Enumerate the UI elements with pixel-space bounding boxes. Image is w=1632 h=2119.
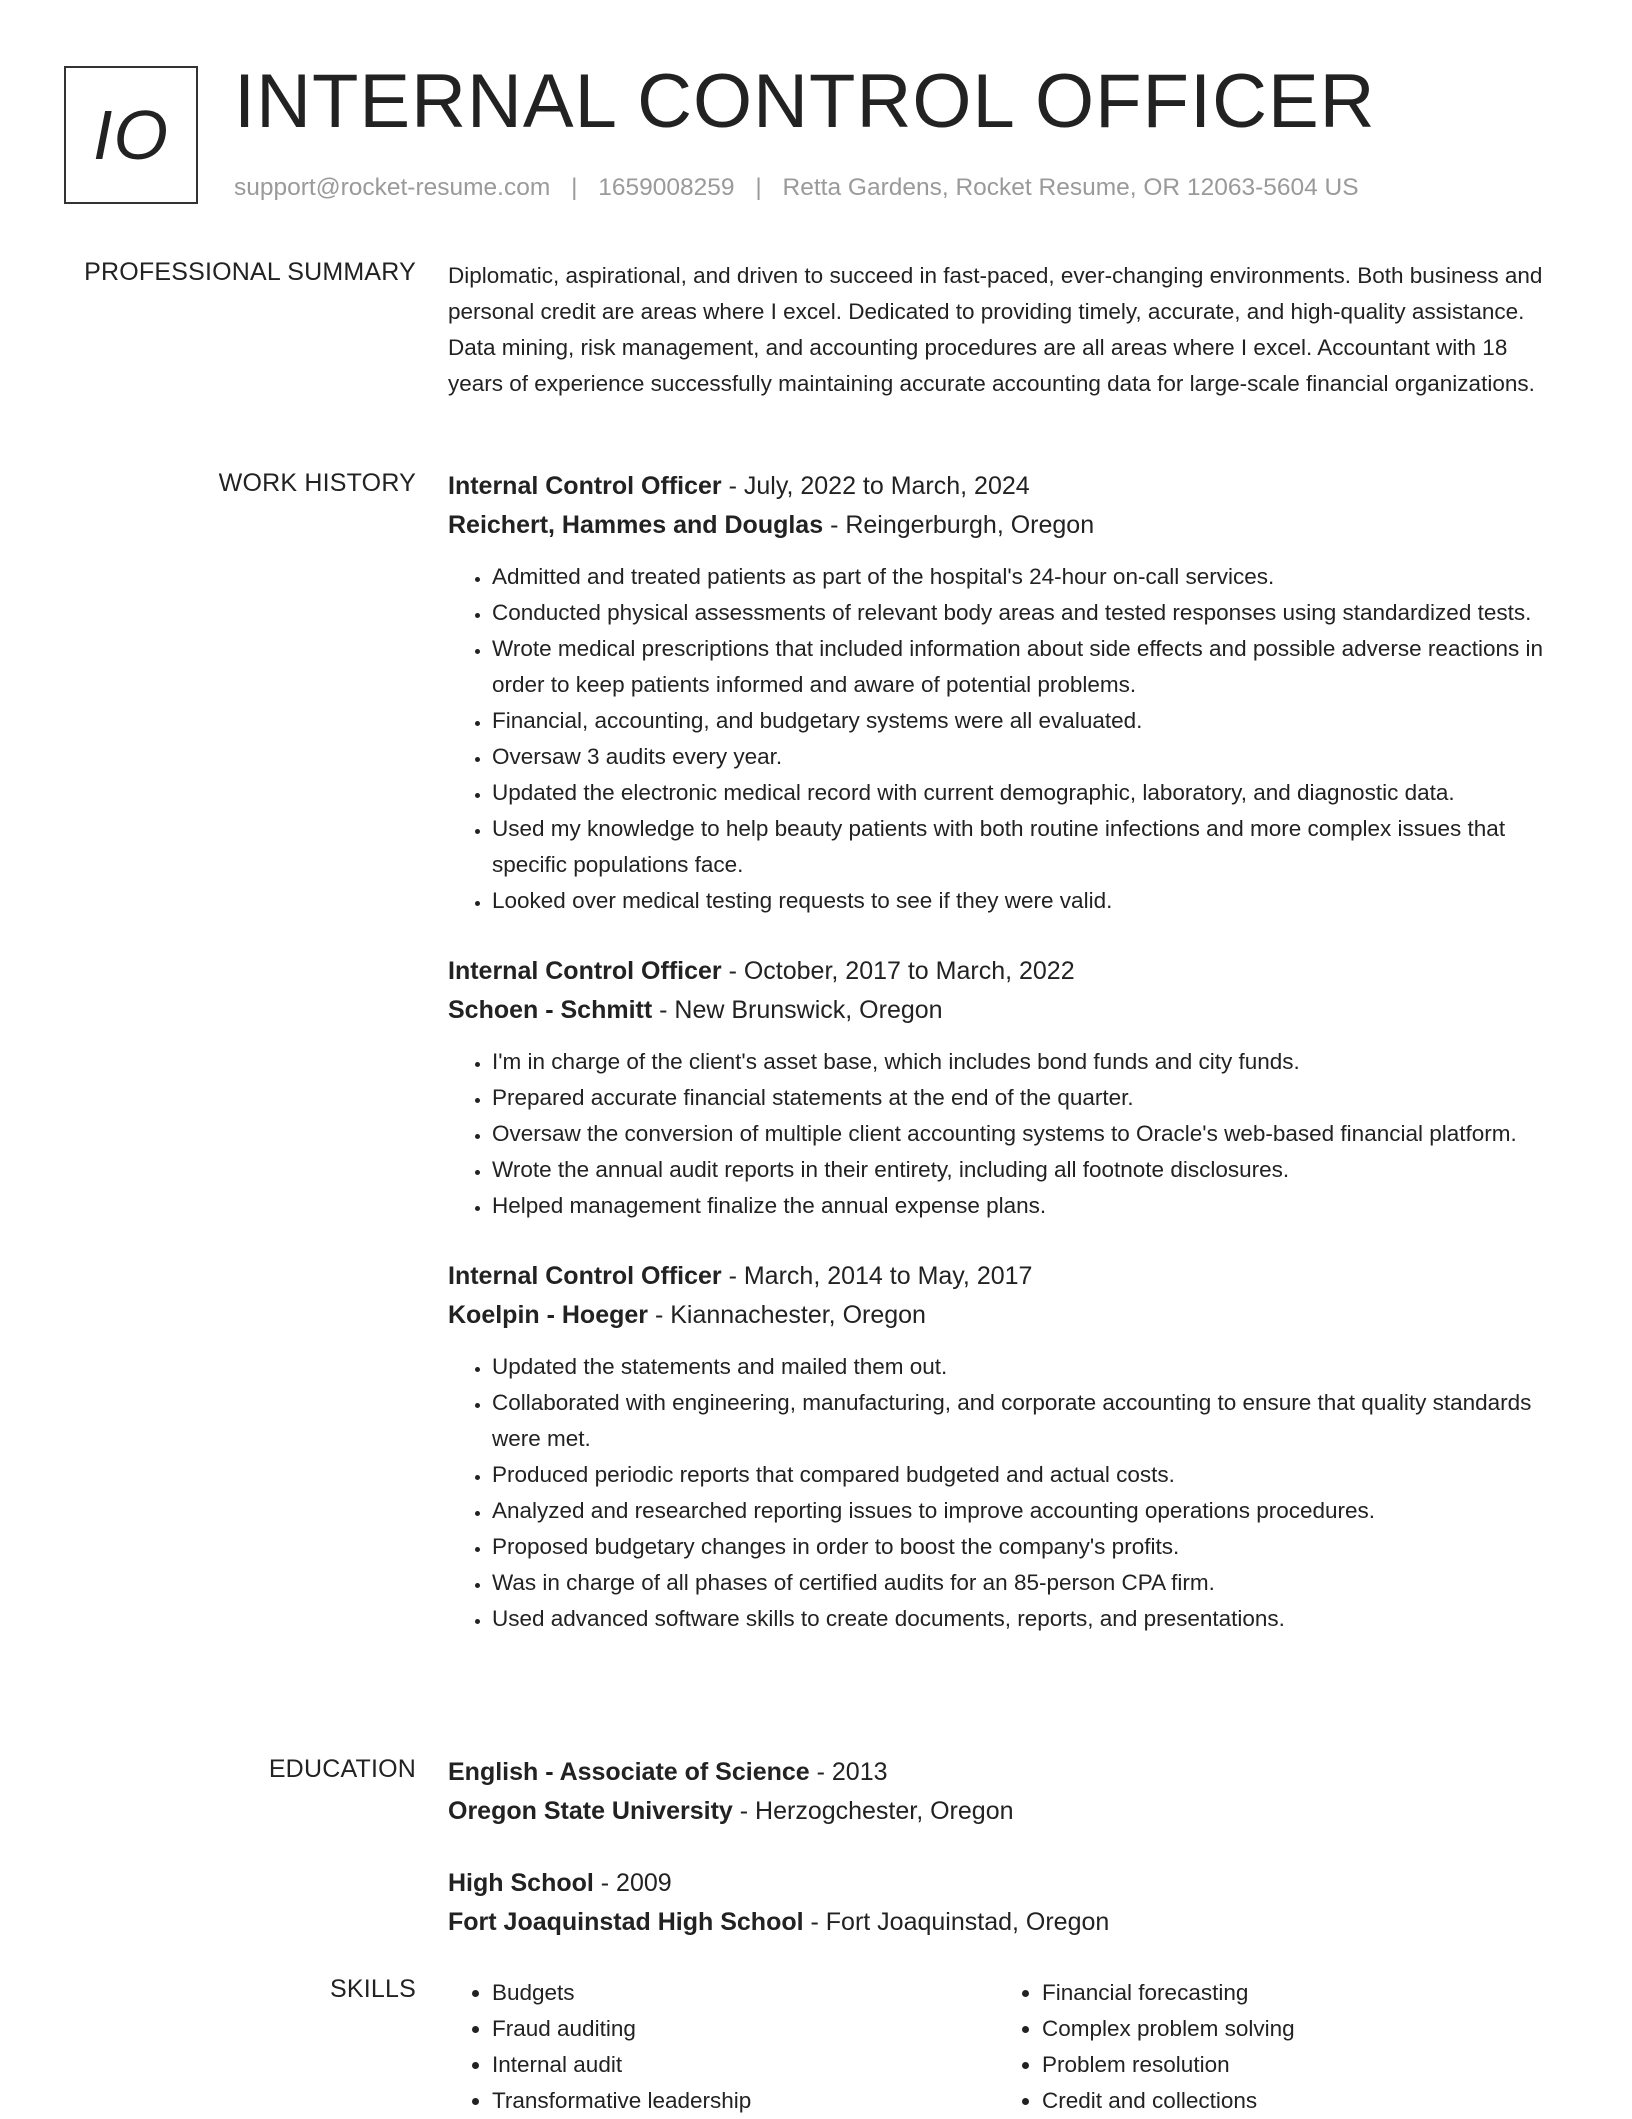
summary-text: Diplomatic, aspirational, and driven to succeed in fast-paced, ever-changing environments. Both business and personal credit are areas where I excel. Dedicated to providing timely, accurate, and high-quality assistance. Data mining, risk management, and accounting procedures are all areas where I excel. Accountant with 18 years of experience successfully maintaining accurate accounting data for large-scale financial organizations.	[448, 263, 1543, 396]
job-dates: - July, 2022 to March, 2024	[721, 472, 1030, 500]
job-duties	[448, 1349, 1563, 1637]
skill-item: • Fraud auditing	[492, 2011, 998, 2047]
education-school: Fort Joaquinstad High School	[448, 1908, 804, 1936]
education-location: - Fort Joaquinstad, Oregon	[803, 1908, 1110, 1936]
contact-phone[interactable]: 1659008259	[598, 174, 735, 201]
job-company-line	[448, 506, 1563, 545]
education-school: Oregon State University	[448, 1797, 733, 1825]
job-duty: • I'm in charge of the client's asset base, which includes bond funds and city funds.	[492, 1044, 1563, 1080]
job-location: - Reingerburgh, Oregon	[823, 511, 1095, 539]
job-duty: • Used my knowledge to help beauty patients with both routine infections and more complex issues that specific populations face.	[492, 811, 1563, 883]
job-location: - New Brunswick, Oregon	[652, 996, 943, 1024]
contact-separator: |	[571, 174, 578, 201]
job-entry	[448, 952, 1563, 1224]
education-degree: English - Associate of Science	[448, 1758, 810, 1786]
job-duty: • Wrote medical prescriptions that included information about side effects and possible adverse reactions in order to keep patients informed and aware of potential problems.	[492, 631, 1563, 703]
education-location: - Herzogchester, Oregon	[732, 1797, 1014, 1825]
job-dates: - March, 2014 to May, 2017	[721, 1262, 1033, 1290]
job-company-line	[448, 1296, 1563, 1335]
contact-line	[234, 174, 1359, 202]
skill-item: • Problem resolution	[1042, 2047, 1548, 2083]
job-company: Schoen - Schmitt	[448, 996, 653, 1024]
education-entry	[448, 1753, 1563, 1831]
job-duty: • Oversaw the conversion of multiple client accounting systems to Oracle's web-based financial platform.	[492, 1116, 1563, 1152]
education-year: - 2009	[593, 1869, 672, 1897]
job-title: Internal Control Officer	[448, 472, 722, 500]
skill-item: • Credit and collections	[1042, 2083, 1548, 2119]
job-duty: • Helped management finalize the annual expense plans.	[492, 1188, 1563, 1224]
job-duty: • Proposed budgetary changes in order to boost the company's profits.	[492, 1529, 1563, 1565]
skill-item: • Transformative leadership	[492, 2083, 998, 2119]
job-duty: • Financial, accounting, and budgetary systems were all evaluated.	[492, 703, 1563, 739]
contact-email[interactable]: support@rocket-resume.com	[234, 174, 551, 201]
skill-item: • Internal audit	[492, 2047, 998, 2083]
job-duty: • Was in charge of all phases of certified audits for an 85-person CPA firm.	[492, 1565, 1563, 1601]
job-duty: • Looked over medical testing requests to see if they were valid.	[492, 883, 1563, 919]
job-duty: • Updated the electronic medical record with current demographic, laboratory, and diagnostic data.	[492, 775, 1563, 811]
job-location: - Kiannachester, Oregon	[648, 1301, 926, 1329]
job-company: Reichert, Hammes and Douglas	[448, 511, 824, 539]
education-degree: High School	[448, 1869, 594, 1897]
education-heading: EDUCATION	[268, 1755, 416, 1783]
monogram-badge	[64, 66, 198, 204]
job-entry	[448, 1257, 1563, 1637]
contact-separator: |	[755, 174, 762, 201]
job-company-line	[448, 991, 1563, 1030]
skill-item: • Financial forecasting	[1042, 1975, 1548, 2011]
job-duty: • Admitted and treated patients as part of the hospital's 24-hour on-call services.	[492, 559, 1563, 595]
skills-grid	[448, 1975, 1563, 2119]
education-entry	[448, 1864, 1563, 1942]
job-company: Koelpin - Hoeger	[448, 1301, 649, 1329]
education-degree-line	[448, 1753, 1563, 1792]
summary-heading: PROFESSIONAL SUMMARY	[84, 258, 416, 286]
job-title-line	[448, 467, 1563, 506]
job-duty: • Used advanced software skills to create documents, reports, and presentations.	[492, 1601, 1563, 1637]
education-school-line	[448, 1903, 1563, 1942]
education-school-line	[448, 1792, 1563, 1831]
job-title: Internal Control Officer	[448, 1262, 722, 1290]
contact-address: Retta Gardens, Rocket Resume, OR 12063-5604 US	[782, 174, 1359, 201]
job-list	[448, 467, 1563, 1670]
job-entry	[448, 467, 1563, 919]
job-duty: • Wrote the annual audit reports in their entirety, including all footnote disclosures.	[492, 1152, 1563, 1188]
skills-heading: SKILLS	[330, 1975, 416, 2003]
job-title: Internal Control Officer	[448, 957, 722, 985]
job-duty: • Updated the statements and mailed them out.	[492, 1349, 1563, 1385]
job-dates: - October, 2017 to March, 2022	[721, 957, 1075, 985]
job-duty: • Produced periodic reports that compared budgeted and actual costs.	[492, 1457, 1563, 1493]
job-duty: • Prepared accurate financial statements at the end of the quarter.	[492, 1080, 1563, 1116]
skills-column-left	[448, 1975, 998, 2119]
job-title-line	[448, 1257, 1563, 1296]
education-list	[448, 1753, 1563, 1975]
skills-column-right	[998, 1975, 1548, 2119]
work-history-heading: WORK HISTORY	[218, 469, 416, 497]
job-duty: • Oversaw 3 audits every year.	[492, 739, 1563, 775]
education-year: - 2013	[809, 1758, 888, 1786]
monogram-text: IO	[93, 96, 169, 174]
education-degree-line	[448, 1864, 1563, 1903]
job-duties	[448, 559, 1563, 919]
job-title-line	[448, 952, 1563, 991]
job-duty: • Analyzed and researched reporting issues to improve accounting operations procedures.	[492, 1493, 1563, 1529]
job-duties	[448, 1044, 1563, 1224]
resume-title: INTERNAL CONTROL OFFICER	[234, 59, 1376, 144]
job-duty: • Conducted physical assessments of relevant body areas and tested responses using standardized tests.	[492, 595, 1563, 631]
job-duty: • Collaborated with engineering, manufacturing, and corporate accounting to ensure that quality standards were met.	[492, 1385, 1563, 1457]
skill-item: • Complex problem solving	[1042, 2011, 1548, 2047]
skill-item: • Budgets	[492, 1975, 998, 2011]
